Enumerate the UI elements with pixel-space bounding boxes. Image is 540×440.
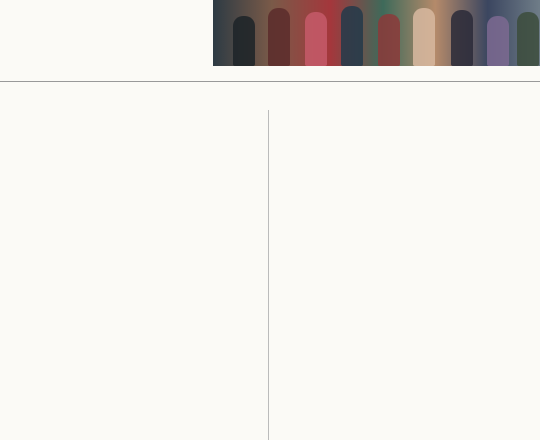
news-photo: [213, 0, 540, 66]
photo-person: [378, 14, 400, 66]
column-divider: [268, 110, 269, 440]
divider: [0, 81, 540, 82]
photo-person: [233, 16, 255, 66]
photo-person: [305, 12, 327, 66]
photo-person: [413, 8, 435, 66]
photo-person: [341, 6, 363, 66]
photo-person: [517, 12, 539, 66]
photo-person: [268, 8, 290, 66]
photo-person: [487, 16, 509, 66]
photo-person: [451, 10, 473, 66]
top-section: [0, 0, 540, 80]
